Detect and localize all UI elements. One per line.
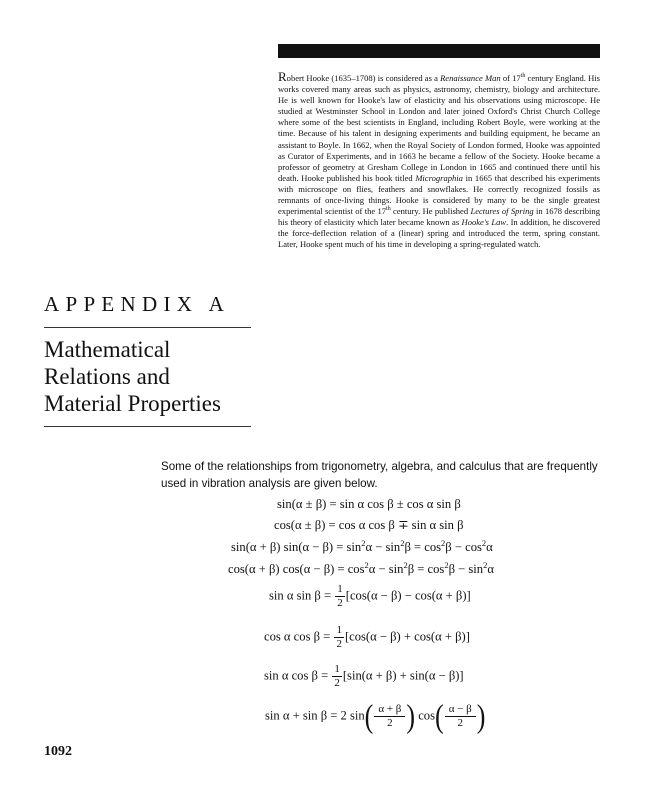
bio-text: century. He published <box>390 206 471 217</box>
fraction-diff-half <box>445 703 476 730</box>
equation-7 <box>264 663 464 690</box>
eq-text: [cos(α − β) − cos(α + β)] <box>345 588 471 603</box>
eq-text: sin(α + β) sin(α − β) = sin <box>231 540 362 554</box>
fraction-denominator: 2 <box>337 597 343 609</box>
eq-text: cos α cos β = <box>264 629 331 644</box>
eq-text: [sin(α + β) + sin(α − β)] <box>342 668 464 683</box>
dropcap: R <box>278 69 287 84</box>
fraction-numerator: 1 <box>336 624 342 636</box>
eq-exponent: 2 <box>444 559 449 570</box>
fraction-denominator: 2 <box>336 638 342 650</box>
equation-1: sin(α ± β) = sin α cos β ± cos α sin β <box>277 497 461 511</box>
divider-top <box>44 327 251 328</box>
bio-text: in 1665 that described his experiments with microscope on flies, feathers and snowflakes. He correctly recognized fossils as remnants of once-living things. Hooke is considered by many to be the single greatest experimental scientist of the 17 <box>278 172 601 217</box>
eq-text: α <box>486 540 493 554</box>
fraction-one-half <box>334 624 344 651</box>
bio-emphasis: Renaissance Man <box>440 73 501 83</box>
title-line: Mathematical <box>44 337 171 362</box>
bio-superscript: th <box>520 73 526 80</box>
fraction-denominator: 2 <box>457 717 463 729</box>
big-paren: ( <box>364 698 374 735</box>
page-number: 1092 <box>44 744 72 759</box>
eq-text: β − cos <box>445 540 482 554</box>
bio-text: century England. His works covered many areas such as physics, astronomy, chemistry, biology and architecture. He is well known for Hooke's law of elasticity and his observations using microscope. He studied at Westminster School in London and later joined Oxford's Christ Church College where some of the best scientists in England, including Robert Boyle, were working at the time. Because of his talent in designing experiments and building equipment, he became an assistant to Boyle. In 1662, when the Royal Society of London formed, Hooke was appointed as Curator of Experiments, and in 1663 he became a fellow of the Society. Hooke became a professor of geometry at Gresham College in London in 1665 and continued there until his death. Hooke published his book titled <box>278 73 601 183</box>
equation-8 <box>265 698 486 735</box>
eq-exponent: 2 <box>403 559 408 570</box>
chapter-title <box>44 336 221 417</box>
biography-paragraph <box>278 71 600 251</box>
equation-5 <box>269 583 471 610</box>
eq-exponent: 2 <box>481 537 487 548</box>
fraction-numerator: 1 <box>337 583 343 595</box>
fraction-sum-half <box>374 703 405 730</box>
eq-text: sin α cos β = <box>264 668 329 683</box>
eq-text: sin α + sin β = 2 sin <box>265 708 365 723</box>
eq-text: [cos(α − β) + cos(α + β)] <box>344 629 470 644</box>
title-line: Relations and <box>44 364 170 389</box>
big-paren: ( <box>435 698 444 735</box>
fraction-denominator: 2 <box>334 677 340 689</box>
big-paren: ) <box>476 698 486 735</box>
bio-emphasis: Hooke's Law <box>461 217 507 228</box>
eq-text: sin α sin β = <box>269 588 332 603</box>
equation-3 <box>231 537 493 555</box>
bio-superscript: th <box>386 206 391 213</box>
equation-4 <box>228 559 494 577</box>
equation-2: cos(α ± β) = cos α cos β ∓ sin α sin β <box>274 518 464 532</box>
equation-6 <box>264 624 470 651</box>
eq-text: β = cos <box>404 540 442 554</box>
appendix-label: APPENDIX A <box>44 292 231 316</box>
bio-text: . In addition, he discovered the force-deflection relation of a (linear) spring and introduced the term, spring constant. Later, Hooke spent much of his time in developing a spring-regulated watch. <box>278 217 600 250</box>
title-line: Material Properties <box>44 391 221 416</box>
divider-bottom <box>44 426 251 427</box>
bio-emphasis: Lectures of Spring <box>470 206 534 217</box>
eq-exponent: 2 <box>441 537 446 548</box>
fraction-numerator: 1 <box>334 663 340 675</box>
eq-exponent: 2 <box>483 559 488 570</box>
intro-text: Some of the relationships from trigonometry, algebra, and calculus that are frequently used in vibration analysis are given below. <box>161 460 598 490</box>
bio-text: obert Hooke (1635–1708) is considered as a <box>286 73 441 83</box>
eq-text: cos <box>418 708 436 723</box>
bio-emphasis: Micrographia <box>415 172 463 183</box>
bio-text: of 17 <box>500 73 521 83</box>
eq-text: β − sin <box>448 562 484 576</box>
fraction-one-half <box>332 663 342 690</box>
eq-exponent: 2 <box>364 559 369 570</box>
header-bar <box>278 44 600 58</box>
eq-exponent: 2 <box>361 537 366 548</box>
fraction-denominator: 2 <box>387 717 393 729</box>
eq-text: β = cos <box>407 562 445 576</box>
fraction-numerator: α + β <box>374 703 405 717</box>
eq-text: α − sin <box>365 540 401 554</box>
eq-text: α − sin <box>368 562 404 576</box>
eq-text: cos(α + β) cos(α − β) = cos <box>228 562 365 576</box>
eq-text: α <box>487 562 494 576</box>
bio-text: in 1678 describing his theory of elasticity which later became known as <box>278 206 600 228</box>
fraction-one-half <box>335 583 345 610</box>
eq-exponent: 2 <box>400 537 405 548</box>
fraction-numerator: α − β <box>445 703 476 717</box>
big-paren: ) <box>406 698 416 735</box>
